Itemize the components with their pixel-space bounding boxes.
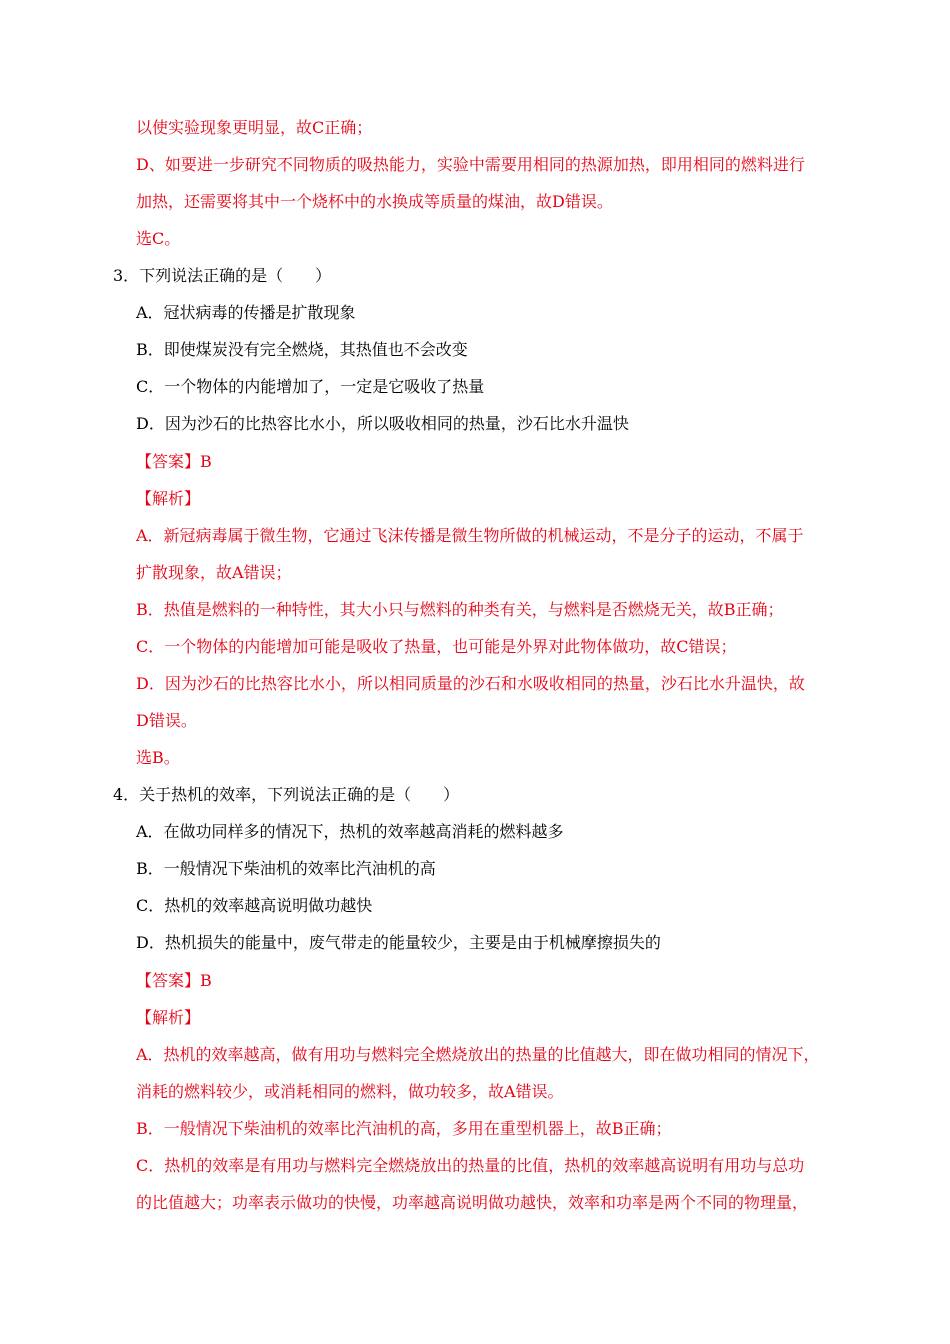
q4-option-a: A．在做功同样多的情况下，热机的效率越高消耗的燃料越多 xyxy=(136,822,564,841)
q3-option-b: B．即使煤炭没有完全燃烧，其热值也不会改变 xyxy=(136,340,468,359)
q4-analysis-label: 【解析】 xyxy=(136,1008,201,1027)
q3-analysis-line-4: C．一个物体的内能增加可能是吸收了热量，也可能是外界对此物体做功，故C错误； xyxy=(136,637,737,656)
q4-analysis-line-5: 的比值越大；功率表示做功的快慢，功率越高说明做功越快，效率和功率是两个不同的物理量， xyxy=(136,1193,809,1212)
q4-analysis-line-1: A．热机的效率越高，做有用功与燃料完全燃烧放出的热量的比值越大，即在做功相同的情况下， xyxy=(136,1045,820,1064)
q4-stem: 4．关于热机的效率，下列说法正确的是（ ） xyxy=(113,785,460,804)
q4-answer: 【答案】B xyxy=(136,971,212,990)
q3-analysis-line-2: 扩散现象，故A错误； xyxy=(136,563,292,582)
q3-analysis-line-6: D错误。 xyxy=(136,711,197,730)
prev-choice: 选C。 xyxy=(136,229,181,248)
q3-stem: 3．下列说法正确的是（ ） xyxy=(113,266,332,285)
q4-analysis-line-2: 消耗的燃料较少，或消耗相同的燃料，做功较多，故A错误。 xyxy=(136,1082,564,1101)
q3-choice: 选B。 xyxy=(136,748,180,767)
q3-option-c: C．一个物体的内能增加了，一定是它吸收了热量 xyxy=(136,377,485,396)
q3-analysis-label: 【解析】 xyxy=(136,489,201,508)
q4-option-d: D．热机损失的能量中，废气带走的能量较少，主要是由于机械摩擦损失的 xyxy=(136,933,661,952)
q4-option-c: C．热机的效率越高说明做功越快 xyxy=(136,896,373,915)
q4-analysis-line-4: C．热机的效率是有用功与燃料完全燃烧放出的热量的比值，热机的效率越高说明有用功与总功 xyxy=(136,1156,805,1175)
prev-analysis-line-3: 加热，还需要将其中一个烧杯中的水换成等质量的煤油，故D错误。 xyxy=(136,192,613,211)
q3-option-d: D．因为沙石的比热容比水小，所以吸收相同的热量，沙石比水升温快 xyxy=(136,414,629,433)
q3-option-a: A．冠状病毒的传播是扩散现象 xyxy=(136,303,356,322)
q3-answer: 【答案】B xyxy=(136,452,212,471)
prev-analysis-line-2: D、如要进一步研究不同物质的吸热能力，实验中需要用相同的热源加热，即用相同的燃料进行 xyxy=(136,155,805,174)
q3-analysis-line-5: D．因为沙石的比热容比水小，所以相同质量的沙石和水吸收相同的热量，沙石比水升温快，故 xyxy=(136,674,805,693)
q3-analysis-line-1: A．新冠病毒属于微生物，它通过飞沫传播是微生物所做的机械运动，不是分子的运动，不属于 xyxy=(136,526,804,545)
q3-analysis-line-3: B．热值是燃料的一种特性，其大小只与燃料的种类有关，与燃料是否燃烧无关，故B正确； xyxy=(136,600,784,619)
q4-option-b: B．一般情况下柴油机的效率比汽油机的高 xyxy=(136,859,436,878)
q4-analysis-line-3: B．一般情况下柴油机的效率比汽油机的高，多用在重型机器上，故B正确； xyxy=(136,1119,672,1138)
prev-analysis-line-1: 以使实验现象更明显，故C正确； xyxy=(136,118,373,137)
